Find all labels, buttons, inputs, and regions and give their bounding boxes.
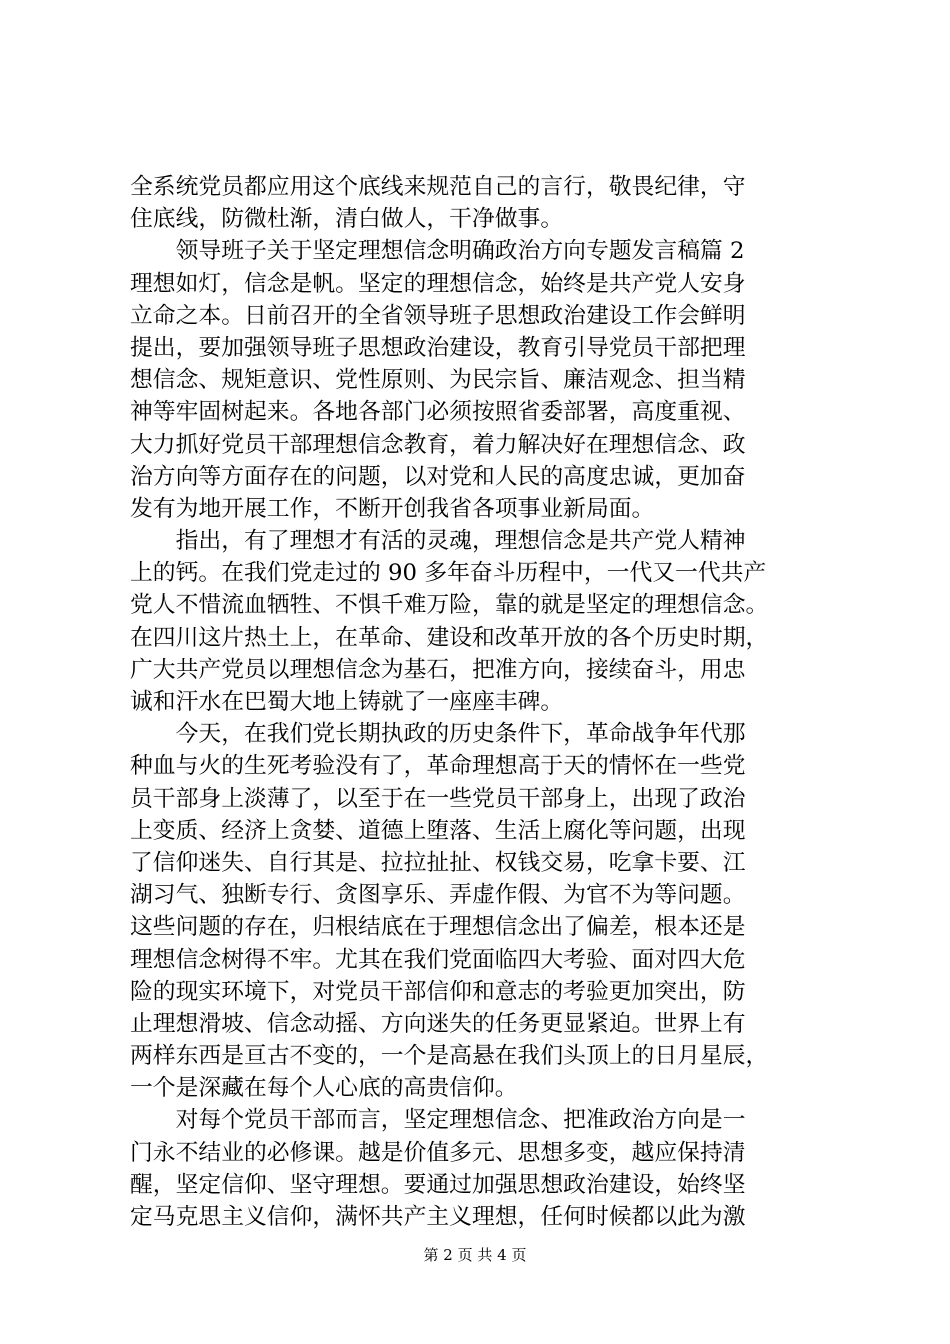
text-line: 醒，坚定信仰、坚守理想。要通过加强思想政治建设，始终坚 [130,1171,746,1198]
text-line: 这些问题的存在，归根结底在于理想信念出了偏差，根本还是 [130,914,746,941]
text-line: 大力抓好党员干部理想信念教育，着力解决好在理想信念、政 [130,431,746,458]
text-line: 全系统党员都应用这个底线来规范自己的言行，敬畏纪律，守 [130,174,746,200]
text-line: 在四川这片热土上，在革命、建设和改革开放的各个历史时期， [130,624,769,651]
text-line: 险的现实环境下，对党员干部信仰和意志的考验更加突出，防 [130,978,746,1005]
text-line: 上的钙。在我们党走过的 90 多年奋斗历程中，一代又一代共产 [130,560,767,587]
text-line: 门永不结业的必修课。越是价值多元、思想多变，越应保持清 [130,1139,746,1166]
page-footer: 第 2 页 共 4 页 [423,1246,527,1264]
text-line: 今天，在我们党长期执政的历史条件下，革命战争年代那 [130,721,746,748]
text-line: 诚和汗水在巴蜀大地上铸就了一座座丰碑。 [130,689,564,715]
text-line: 指出，有了理想才有活的灵魂，理想信念是共产党人精神 [130,528,746,555]
text-line: 领导班子关于坚定理想信念明确政治方向专题发言稿篇 2 [130,238,745,265]
text-line: 湖习气、独断专行、贪图享乐、弄虚作假、为官不为等问题。 [130,882,746,909]
text-line: 住底线，防微杜渐，清白做人，干净做事。 [130,206,564,233]
text-line: 员干部身上淡薄了，以至于在一些党员干部身上，出现了政治 [130,785,746,812]
text-line: 上变质、经济上贪婪、道德上堕落、生活上腐化等问题，出现 [130,817,746,844]
text-line: 理想信念树得不牢。尤其在我们党面临四大考验、面对四大危 [130,946,746,973]
text-line: 治方向等方面存在的问题，以对党和人民的高度忠诚，更加奋 [130,463,746,490]
text-line: 止理想滑坡、信念动摇、方向迷失的任务更显紧迫。世界上有 [130,1010,746,1037]
text-line: 理想如灯，信念是帆。坚定的理想信念，始终是共产党人安身 [130,270,746,297]
text-line: 种血与火的生死考验没有了，革命理想高于天的情怀在一些党 [130,753,746,780]
text-line: 提出，要加强领导班子思想政治建设，教育引导党员干部把理 [130,334,746,361]
text-line: 想信念、规矩意识、党性原则、为民宗旨、廉洁观念、担当精 [130,367,746,394]
text-line: 广大共产党员以理想信念为基石，把准方向，接续奋斗，用忠 [130,656,746,683]
text-line: 立命之本。日前召开的全省领导班子思想政治建设工作会鲜明 [130,302,746,329]
text-line: 定马克思主义信仰，满怀共产主义理想，任何时候都以此为激 [130,1204,746,1230]
text-line: 一个是深藏在每个人心底的高贵信仰。 [130,1075,518,1102]
text-line: 发有为地开展工作，不断开创我省各项事业新局面。 [130,495,655,522]
text-line: 党人不惜流血牺牲、不惧千难万险，靠的就是坚定的理想信念。 [130,592,769,619]
text-line: 了信仰迷失、自行其是、拉拉扯扯、权钱交易，吃拿卡要、江 [130,849,746,876]
text-line: 神等牢固树起来。各地各部门必须按照省委部署，高度重视、 [130,399,746,426]
text-line: 对每个党员干部而言，坚定理想信念、把准政治方向是一 [130,1107,746,1134]
document-body [130,171,830,1233]
text-line: 两样东西是亘古不变的，一个是高悬在我们头顶上的日月星辰， [130,1043,769,1070]
